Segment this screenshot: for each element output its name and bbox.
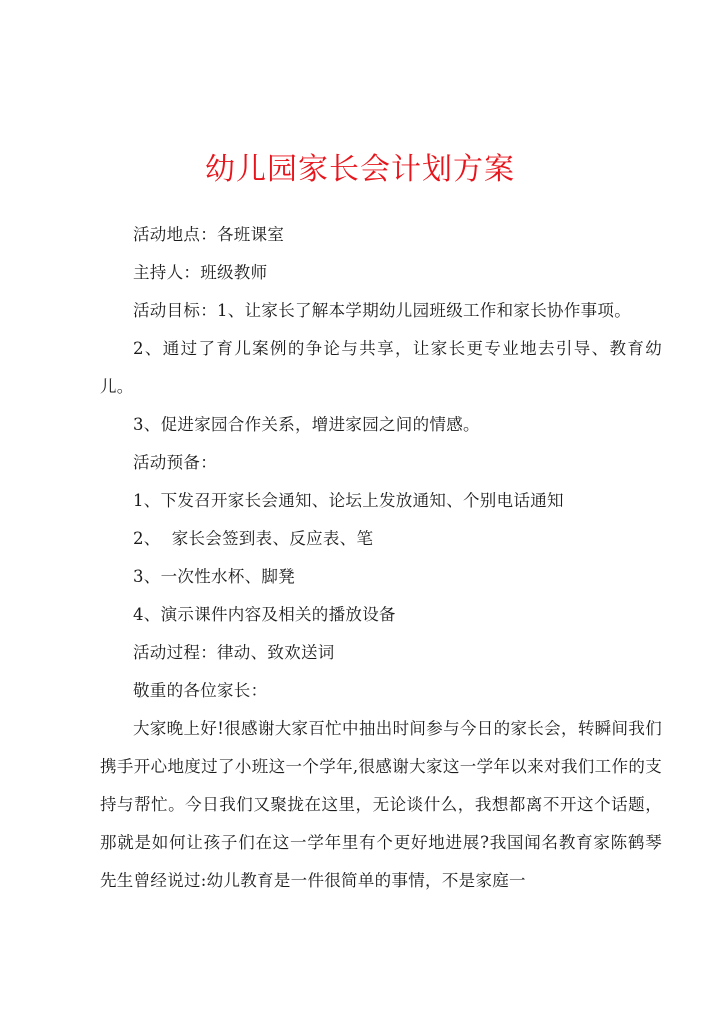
paragraph-goal-3: 3、促进家园合作关系，增进家园之间的情感。 xyxy=(133,415,480,434)
paragraph-greeting: 敬重的各位家长： xyxy=(133,681,268,700)
paragraph-preparation-4: 4、演示课件内容及相关的播放设备 xyxy=(133,605,396,624)
paragraph-process: 活动过程：律动、致欢送词 xyxy=(133,643,335,662)
paragraph-preparation-heading: 活动预备： xyxy=(133,453,217,472)
document-title: 幼儿园家长会计划方案 xyxy=(205,152,515,187)
paragraph-preparation-3: 3、一次性水杯、脚凳 xyxy=(133,567,295,586)
paragraph-goal-1: 活动目标：1、让家长了解本学期幼儿园班级工作和家长协作事项。 xyxy=(133,301,631,320)
paragraph-speech: 大家晚上好!很感谢大家百忙中抽出时间参与今日的家长会，转瞬间我们携手开心地度过了小班这一个学年,很感谢大家这一学年以来对我们工作的支持与帮忙。今日我们又聚拢在这里，无论谈什么，我想都离不开这个话题，那就是如何让孩子们在这一学年里有个更好地进展?我国闻名教育家陈鹤琴先生曾经说过:幼儿教育是一件很简单的事情，不是家庭一 xyxy=(100,719,662,890)
paragraph-goal-2: 2、通过了育儿案例的争论与共享，让家长更专业地去引导、教育幼儿。 xyxy=(100,339,662,396)
paragraph-location: 活动地点：各班课室 xyxy=(133,225,285,244)
document-body xyxy=(100,216,662,900)
paragraph-preparation-2: 2、 家长会签到表、反应表、笔 xyxy=(133,529,374,548)
paragraph-host: 主持人：班级教师 xyxy=(133,263,268,282)
paragraph-preparation-1: 1、下发召开家长会通知、论坛上发放通知、个别电话通知 xyxy=(133,491,564,510)
